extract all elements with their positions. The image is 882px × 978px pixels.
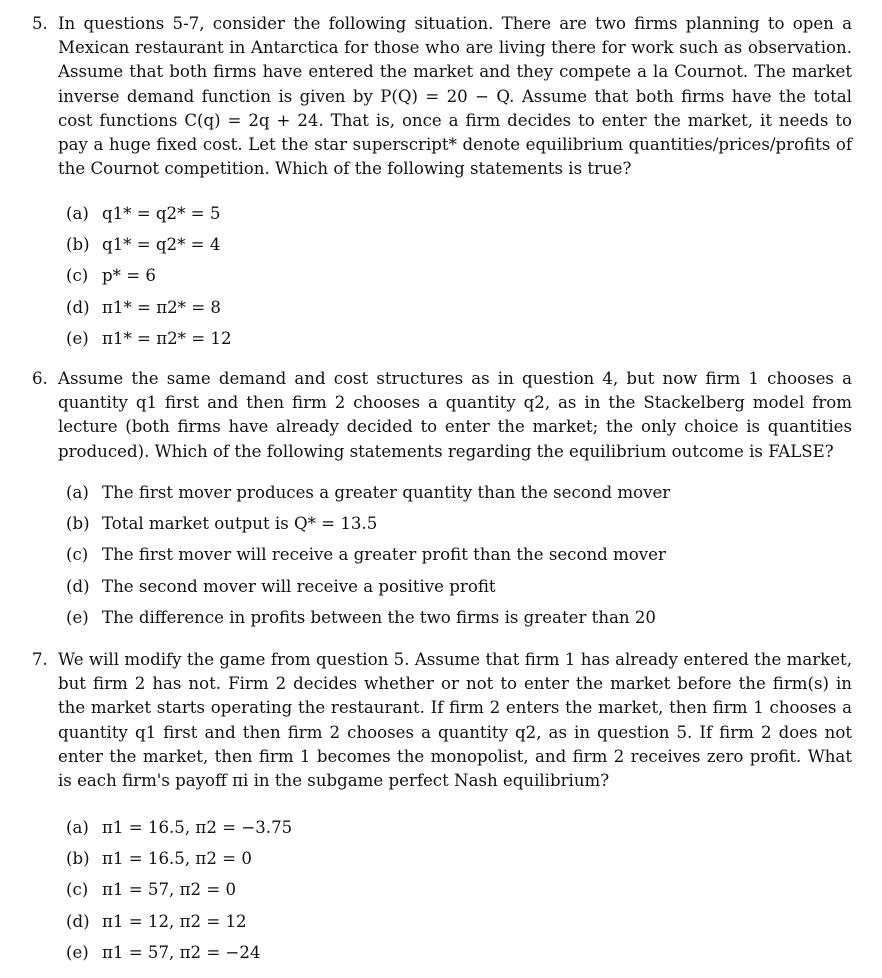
option-b[interactable]: [66, 229, 232, 260]
question-number: 7.: [32, 650, 48, 669]
option-text: The first mover will receive a greater profit than the second mover: [102, 545, 666, 565]
option-label: (a): [66, 204, 89, 223]
option-label: (b): [66, 514, 90, 534]
option-label: (b): [66, 235, 90, 255]
option-text: π1* = π2* = 12: [102, 328, 232, 348]
option-a[interactable]: [66, 477, 670, 508]
option-text: The first mover produces a greater quantity than the second mover: [102, 483, 671, 502]
option-label: (c): [66, 266, 89, 286]
option-text: π1 = 57, π2 = 0: [102, 880, 237, 900]
option-label: (e): [66, 328, 89, 348]
option-label: (c): [66, 545, 89, 565]
option-label: (e): [66, 607, 89, 627]
option-c[interactable]: [66, 260, 232, 291]
option-e[interactable]: [66, 602, 670, 633]
question-prompt: Assume the same demand and cost structures as in question 4, but now firm 1 chooses a quantity q1 first and then firm 2 chooses a quantity q2, as in the Stackelberg model from lecture (both firms have already decided to enter the market; the only choice is quantities produced). Which of the following statements regarding the equilibrium outcome is FALSE?: [58, 369, 852, 461]
option-a[interactable]: [66, 812, 292, 843]
question-prompt: We will modify the game from question 5. Assume that firm 1 has already entered the market, but firm 2 has not. Firm 2 decides whether or not to enter the market before the firm(s) in the market starts operating the restaurant. If firm 2 enters the market, then firm 1 chooses a quantity q1 first and then firm 2 chooses a quantity q2, as in question 5. If firm 2 does not enter the market, then firm 1 becomes the monopolist, and firm 2 receives zero profit. What is each firm's payoff πi in the subgame perfect Nash equilibrium?: [58, 650, 852, 791]
option-label: (a): [66, 818, 89, 837]
option-b[interactable]: [66, 843, 292, 874]
option-d[interactable]: [66, 292, 232, 323]
option-b[interactable]: [66, 508, 670, 539]
question-number: 5.: [32, 14, 48, 33]
option-d[interactable]: [66, 571, 670, 602]
option-text: π1 = 16.5, π2 = 0: [102, 849, 252, 869]
option-e[interactable]: [66, 323, 232, 354]
option-label: (b): [66, 849, 90, 869]
option-label: (d): [66, 911, 90, 931]
options-list: [66, 198, 232, 354]
option-a[interactable]: [66, 198, 232, 229]
option-e[interactable]: [66, 937, 292, 968]
option-label: (a): [66, 483, 89, 502]
option-label: (e): [66, 942, 89, 962]
option-label: (c): [66, 880, 89, 900]
option-text: The second mover will receive a positive profit: [102, 576, 496, 596]
option-text: π1 = 57, π2 = −24: [102, 942, 261, 962]
option-d[interactable]: [66, 906, 292, 937]
option-text: q1* = q2* = 4: [102, 235, 221, 255]
option-label: (d): [66, 576, 90, 596]
option-text: p* = 6: [102, 266, 156, 286]
question-prompt: In questions 5-7, consider the following situation. There are two firms planning to open a Mexican restaurant in Antarctica for those who are living there for work such as observation. Assume that both firms have entered the market and they compete a la Cournot. The market inverse demand function is given by P(Q) = 20 − Q. Assume that both firms have the total cost functions C(q) = 2q + 24. That is, once a firm decides to enter the market, it needs to pay a huge fixed cost. Let the star superscript* denote equilibrium quantities/prices/profits of the Cournot competition. Which of the following statements is true?: [58, 14, 852, 179]
option-text: π1* = π2* = 8: [102, 297, 221, 317]
question-number: 6.: [32, 369, 48, 388]
option-c[interactable]: [66, 874, 292, 905]
option-c[interactable]: [66, 539, 670, 570]
option-text: The difference in profits between the two firms is greater than 20: [102, 607, 656, 627]
option-text: π1 = 12, π2 = 12: [102, 911, 247, 931]
option-text: q1* = q2* = 5: [102, 204, 221, 223]
option-label: (d): [66, 297, 90, 317]
option-text: Total market output is Q* = 13.5: [102, 514, 378, 534]
options-list: [66, 812, 292, 968]
options-list: [66, 477, 670, 633]
option-text: π1 = 16.5, π2 = −3.75: [102, 818, 293, 837]
